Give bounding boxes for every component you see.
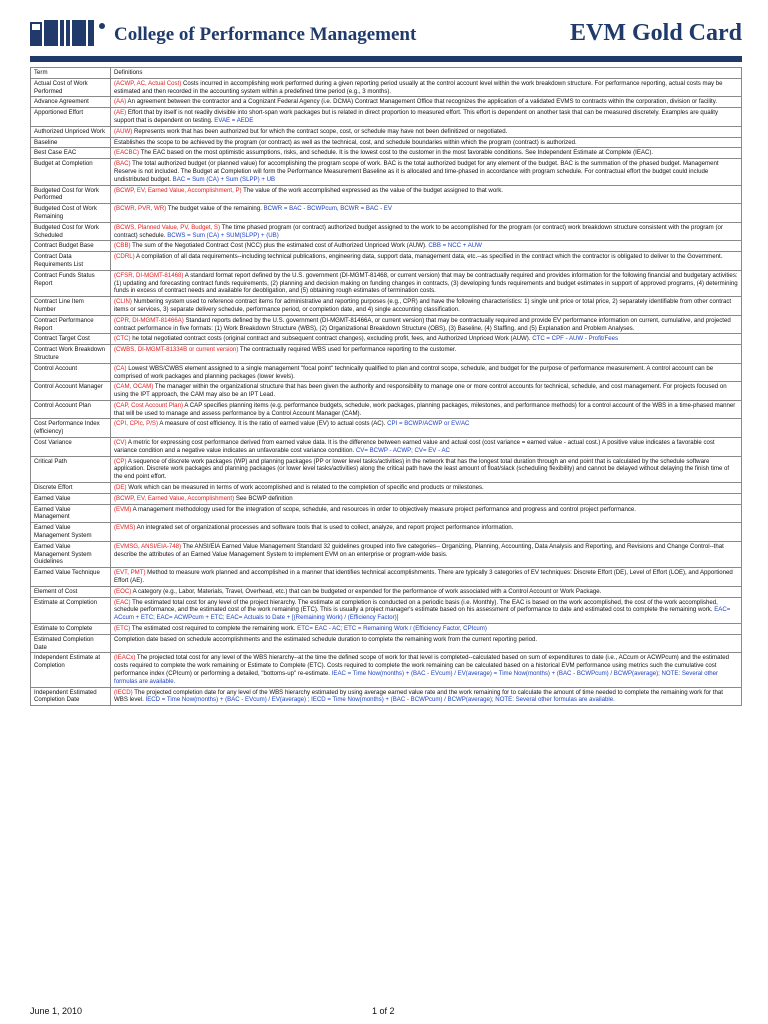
definition-abbreviation: (EVT, PMT) xyxy=(114,569,146,577)
term-cell: Best Case EAC xyxy=(31,148,111,159)
header-rule xyxy=(30,56,742,62)
footer-date: June 1, 2010 xyxy=(30,1006,83,1016)
definition-cell xyxy=(111,241,742,252)
definition-cell xyxy=(111,137,742,148)
definition-abbreviation: (BCWP, EV, Earned Value, Accomplishment) xyxy=(114,494,235,502)
term-cell: Element of Cost xyxy=(31,586,111,597)
definition-cell xyxy=(111,597,742,623)
definition-text: Establishes the scope to be achieved by the program (or contract) as well as the technical, cost, and schedule boundaries within which the program (contract) is authorized. xyxy=(114,138,577,146)
table-row xyxy=(31,345,742,364)
definition-abbreviation: (EOC) xyxy=(114,587,132,595)
table-row xyxy=(31,504,742,523)
definition-abbreviation: (BCWR, PVR, WR) xyxy=(114,205,167,213)
definition-cell xyxy=(111,523,742,542)
definition-cell xyxy=(111,252,742,271)
table-row xyxy=(31,185,742,204)
table-row xyxy=(31,653,742,687)
page-header xyxy=(30,12,742,54)
definition-text: Completion date based on schedule accomplishments and the estimated schedule duration to complete the remaining work from the current reporting period. xyxy=(114,635,538,643)
term-cell: Earned Value Management xyxy=(31,504,111,523)
definition-formula: EVAE = AEDE xyxy=(214,116,254,124)
definition-text: The estimated cost required to complete the remaining work. xyxy=(130,625,298,633)
term-cell: Cost Performance Index (efficiency) xyxy=(31,419,111,438)
definition-abbreviation: (AA) xyxy=(114,98,127,106)
definition-cell xyxy=(111,493,742,504)
term-cell: Budgeted Cost of Work Remaining xyxy=(31,204,111,223)
table-row xyxy=(31,400,742,419)
term-cell: Control Account Manager xyxy=(31,382,111,401)
definition-text: A category (e.g., Labor, Materials, Travel, Overhead, etc.) that can be budgeted or expended for the performance of work associated with a Control Account or Work Package. xyxy=(131,587,602,595)
term-cell: Contract Budget Base xyxy=(31,241,111,252)
table-row xyxy=(31,687,742,706)
table-row xyxy=(31,334,742,345)
definition-text: A management methodology used for the integration of scope, schedule, and resources in order to objectively measure project performance and progress and control project performance. xyxy=(131,505,636,513)
definition-formula: EAC= ACcum + ETC; EAC= ACWPcum + ETC; EAC= Actuals to Date + [(Remaining Work) / (Efficiency Factor)] xyxy=(114,606,731,622)
definition-abbreviation: (AE) xyxy=(114,109,127,117)
table-row xyxy=(31,297,742,316)
definition-text: The total authorized budget (or planned value) for accomplishing the program scope of work. BAC is the total authorized budget for any element of the budget. BAC is the summation of the phased budget. Management Reserve is not included. The Budget at Completion will form the Performance Measurement Baseline as it is allocated and time-phased in accordance with program schedule. For contractual effort the budget could include undistributed budget. xyxy=(114,160,719,183)
definition-cell xyxy=(111,297,742,316)
definition-formula: IEAC = Time Now(months) + (BAC - EVcum) / EV(average) = Time Now(months) + (BAC - BCWPcum) / BCWP(average); NOTE: Several other formulas are available. xyxy=(114,670,719,685)
definition-text: The budget value of the remaining. xyxy=(166,205,264,213)
definition-abbreviation: (AUW) xyxy=(114,127,133,135)
definition-formula: BCWS = Sum (CA) + SUM(SLPP) + (UB) xyxy=(167,231,279,239)
table-row xyxy=(31,222,742,241)
definition-text: The time phased program (or contract) authorized budget assigned to the work to be accomplished for the program (or contract) work breakdown structure consistent with the program (or contract) schedule. xyxy=(114,223,723,239)
definition-abbreviation: (CAP, Cost Account Plan) xyxy=(114,401,183,409)
definition-cell xyxy=(111,148,742,159)
definition-formula: BAC = Sum (CA) + Sum (SLPP) + UB xyxy=(172,175,276,183)
definition-abbreviation: (EVMSG, ANSI/EIA-748) xyxy=(114,542,182,550)
term-cell: Actual Cost of Work Performed xyxy=(31,78,111,97)
definition-cell xyxy=(111,400,742,419)
definition-abbreviation: (ACWP, AC, Actual Cost) xyxy=(114,79,182,87)
definition-abbreviation: (CP) xyxy=(114,457,127,465)
definition-text: A sequence of discrete work packages (WP) and planning packages (PP or lower level tasks/activities) in the network that has the longest total duration through an end point that is calculated by the schedule software application. Discrete work packages and planning packages (or lower level tasks/activities) along the critical path have the least amount of float/slack (scheduling flexibility) and cannot be delayed without delaying the finish time of the end point effort. xyxy=(114,457,730,481)
table-row xyxy=(31,438,742,457)
definition-text: The EAC based on the most optimistic assumptions, risks, and schedule. It is the lowest cost to the customer in the most favorable conditions. See Independent Estimate at Complete (IEAC). xyxy=(139,149,654,157)
table-row xyxy=(31,78,742,97)
definition-abbreviation: (CV) xyxy=(114,439,127,447)
definition-formula: ETC= EAC - AC; ETC = Remaining Work / (Efficiency Factor, CPIcum) xyxy=(297,625,487,633)
org-name: College of Performance Management xyxy=(114,24,417,45)
table-row xyxy=(31,456,742,482)
definition-text: The estimated total cost for any level of the project hierarchy. The estimate at completion is conducted on a periodic basis (i.e. Monthly). The EAC is based on the work accomplished, the cost of the work accomplished, schedule performance, and the estimated cost of the work remaining (ETC). This is usually a project manager's estimate based on his assessment of performance to date and estimated cost to complete the remaining work. xyxy=(114,598,718,614)
definition-text: Numbering system used to reference contract items for administrative and reporting purposes (e.g., CPR) and have the following characteristics: 1) single unit price or total price, 2) separately identifiable from other contract items or services, 3) separate delivery schedule, performance period, or completion date, and 4) single accounting classification. xyxy=(114,298,732,313)
definition-cell xyxy=(111,270,742,296)
term-cell: Apportioned Effort xyxy=(31,108,111,127)
definition-abbreviation: (CFSR, DI-MGMT-81468) xyxy=(114,271,184,279)
definition-cell xyxy=(111,504,742,523)
table-row xyxy=(31,159,742,185)
definition-cell xyxy=(111,687,742,706)
column-header-term: Term xyxy=(31,68,111,79)
term-cell: Contract Line Item Number xyxy=(31,297,111,316)
term-cell: Earned Value Technique xyxy=(31,568,111,587)
card-title: EVM Gold Card xyxy=(569,20,742,46)
definition-cell xyxy=(111,456,742,482)
definition-cell xyxy=(111,363,742,382)
term-cell: Budgeted Cost for Work Scheduled xyxy=(31,222,111,241)
definition-text: See BCWP definition xyxy=(234,494,293,502)
term-cell: Earned Value xyxy=(31,493,111,504)
table-row xyxy=(31,483,742,494)
term-cell: Contract Work Breakdown Structure xyxy=(31,345,111,364)
term-cell: Authorized Unpriced Work xyxy=(31,126,111,137)
definition-abbreviation: (CDRL) xyxy=(114,253,135,261)
definition-abbreviation: (ETC) xyxy=(114,625,131,633)
definition-cell xyxy=(111,634,742,653)
definition-abbreviation: (EVMS) xyxy=(114,524,136,532)
definition-abbreviation: (CAM, OCAM) xyxy=(114,383,154,391)
definition-cell xyxy=(111,382,742,401)
definition-text: The sum of the Negotiated Contract Cost (NCC) plus the estimated cost of Authorized Unpriced Work (AUW). xyxy=(130,242,429,250)
definition-abbreviation: (BAC) xyxy=(114,160,131,168)
pmi-logo-icon xyxy=(30,18,108,48)
definition-abbreviation: (CLIN) xyxy=(114,298,132,306)
column-header-definitions: Definitions xyxy=(111,68,742,79)
definition-abbreviation: (EVM) xyxy=(114,505,132,513)
definition-abbreviation: (BCWS, Planned Value, PV, Budget, S) xyxy=(114,223,221,231)
definition-abbreviation: (CWBS, DI-MGMT-81334B or current version) xyxy=(114,346,239,354)
definition-cell xyxy=(111,204,742,223)
term-cell: Contract Funds Status Report xyxy=(31,270,111,296)
table-row xyxy=(31,241,742,252)
definition-text: A metric for expressing cost performance derived from earned value data. It is the difference between earned value and actual cost (cost variance = earned value - actual cost.) A positive value indicates a favorable cost variance condition and a negative value indicates an unfavorable cost variance condition. xyxy=(114,439,715,454)
definition-abbreviation: (IECD) xyxy=(114,688,133,696)
definition-text: Standard reports defined by the U.S. government (DI-MGMT-81466A, or current version) that may be contractually required and provide EV performance information on current, cumulative, and projected contract performance in five formats: (1) Work Breakdown Structure (WBS), (2) Organizational Breakdown Structure (OBS), (3) Baseline, (4) Staffing, and (5) Explanation and Problem Analyses. xyxy=(114,316,731,332)
definition-cell xyxy=(111,586,742,597)
definition-cell xyxy=(111,419,742,438)
table-row xyxy=(31,270,742,296)
definition-cell xyxy=(111,78,742,97)
table-row xyxy=(31,568,742,587)
table-row xyxy=(31,597,742,623)
definition-abbreviation: (CBB) xyxy=(114,242,131,250)
definition-text: An integrated set of organizational processes and software tools that is used to collect, analyze, and report project performance information. xyxy=(135,524,514,532)
definition-formula: CV= BCWP - ACWP; CV= EV - AC xyxy=(355,446,450,454)
term-cell: Estimated Completion Date xyxy=(31,634,111,653)
table-row xyxy=(31,204,742,223)
definition-cell xyxy=(111,108,742,127)
definition-text: The value of the work accomplished expressed as the value of the budget assigned to that work. xyxy=(241,186,503,194)
table-body xyxy=(31,78,742,705)
definition-text: Costs incurred in accomplishing work performed during a given reporting period usually at the control account level within the work breakdown structure. For performance reporting, actual costs may be estimated and then recorded in the accounting system within a predefined time period (e.g., 3 months). xyxy=(114,79,723,95)
definition-text: A measure of cost efficiency. It is the ratio of earned value (EV) to actual costs (AC). xyxy=(158,420,388,428)
definition-abbreviation: (CA) xyxy=(114,364,127,372)
definition-cell xyxy=(111,483,742,494)
definition-abbreviation: (BCWP, EV, Earned Value, Accomplishment, P) xyxy=(114,186,242,194)
term-cell: Independent Estimated Completion Date xyxy=(31,687,111,706)
term-cell: Contract Target Cost xyxy=(31,334,111,345)
table-row xyxy=(31,419,742,438)
term-cell: Independent Estimate at Completion xyxy=(31,653,111,687)
definition-formula: IECD = Time Now(months) + (BAC - EVcum) / EV(average) ; IECD = Time Now(months) + (BAC - BCWPcum) / BCWP(average); NOTE: Several other formulas are available. xyxy=(145,696,615,704)
table-row xyxy=(31,315,742,334)
table-row xyxy=(31,252,742,271)
table-row xyxy=(31,108,742,127)
table-row xyxy=(31,382,742,401)
definition-cell xyxy=(111,653,742,687)
term-cell: Budgeted Cost for Work Performed xyxy=(31,185,111,204)
definition-text: The ANSI/EIA Earned Value Management Standard 32 guidelines grouped into five categories-- Organizing, Planning, Accounting, Data Analysis and Reporting, and Revisions and Change Control--that describe the attributes of an Earned Value Management System to implement EVM on an enterprise or program-wide basis. xyxy=(114,542,724,558)
definition-text: he total negotiated contract costs (original contract and subsequent contract changes), excluding profit, fees, and Authorized Unpriced Work (AUW). xyxy=(130,335,533,343)
term-cell: Cost Variance xyxy=(31,438,111,457)
definitions-table xyxy=(30,67,742,706)
definition-text: Method to measure work planned and accomplished in a manner that identifies technical accomplishments. There are typically 3 categories of EV techniques: Discrete Effort (DE), Level of Effort (LOE), and Apportioned Effort (AE). xyxy=(114,569,733,585)
term-cell: Budget at Completion xyxy=(31,159,111,185)
term-cell: Discrete Effort xyxy=(31,483,111,494)
definition-formula: CBB = NCC + AUW xyxy=(428,242,482,250)
definition-text: The contractually required WBS used for performance reporting to the customer. xyxy=(238,346,457,354)
term-cell: Control Account Plan xyxy=(31,400,111,419)
term-cell: Advance Agreement xyxy=(31,97,111,108)
table-row xyxy=(31,624,742,635)
definition-cell xyxy=(111,222,742,241)
definition-cell xyxy=(111,159,742,185)
table-row xyxy=(31,97,742,108)
definition-abbreviation: (EACBC) xyxy=(114,149,140,157)
table-row xyxy=(31,126,742,137)
table-header-row xyxy=(31,68,742,79)
definition-cell xyxy=(111,624,742,635)
definition-abbreviation: (IEACx) xyxy=(114,654,136,662)
table-row xyxy=(31,363,742,382)
term-cell: Contract Data Requirements List xyxy=(31,252,111,271)
table-row xyxy=(31,137,742,148)
definition-cell xyxy=(111,315,742,334)
definition-text: An agreement between the contractor and a Cognizant Federal Agency (i.e. DCMA) Contract Management Office that recognizes the application of a validated EVMS to contracts within the corporation, division or facility. xyxy=(126,98,718,106)
definition-cell xyxy=(111,541,742,567)
table-row xyxy=(31,634,742,653)
footer-page-number: 1 of 2 xyxy=(372,1006,395,1016)
term-cell: Contract Performance Report xyxy=(31,315,111,334)
table-row xyxy=(31,541,742,567)
term-cell: Earned Value Management System xyxy=(31,523,111,542)
definition-abbreviation: (CPR, DI-MGMT-81466A) xyxy=(114,316,184,324)
term-cell: Estimate to Complete xyxy=(31,624,111,635)
definition-cell xyxy=(111,126,742,137)
definition-cell xyxy=(111,438,742,457)
definition-cell xyxy=(111,334,742,345)
table-row xyxy=(31,523,742,542)
definition-abbreviation: (DE) xyxy=(114,484,127,492)
definition-text: The projected total cost for any level of the WBS hierarchy--at the time the defined scope of work for that level is completed--calculated based on sum of expenditures to date (i.e., ACcum or ACWPcum) and the estimated costs required to complete the work remaining or Estimate to Complete (ETC). Costs required to complete the work remaining can be calculated based on a historical EVM performance using metrics such the cumulative cost performance index (CPIcum) or performing a detailed, "bottoms-up" re-estimate. xyxy=(114,654,729,677)
term-cell: Control Account xyxy=(31,363,111,382)
definition-formula: BCWR = BAC - BCWPcum, BCWR = BAC - EV xyxy=(263,205,392,213)
definition-formula: CPI = BCWP/ACWP or EV/AC xyxy=(387,420,470,428)
definition-cell xyxy=(111,345,742,364)
definition-text: A compilation of all data requirements--including technical publications, engineering data, support data, management data, etc.--as specified in the contract which the contractor is obligated to deliver to the Government. xyxy=(134,253,723,261)
definition-cell xyxy=(111,185,742,204)
definition-text: Represents work that has been authorized but for which the contract scope, cost, or schedule may have not been definitized or negotiated. xyxy=(132,127,508,135)
definition-text: A CAP specifies planning items (e.g. performance budgets, schedule, work packages, planning packages, milestones, and performance methods) for a control account of the WBS in a time-phased manner that will be used to manage and assess performance by a Control Account Manager (CAM). xyxy=(114,401,736,417)
definition-abbreviation: (CPI, CPIc, P/S) xyxy=(114,420,159,428)
table-row xyxy=(31,586,742,597)
term-cell: Earned Value Management System Guidelines xyxy=(31,541,111,567)
definition-text: Lowest WBS/CWBS element assigned to a single management "focal point" technically qualified to plan and control scope, schedule, and budget for the purpose of performance measurement. A control account can be comprised of work packages and planning packages (lower levels). xyxy=(114,364,714,380)
term-cell: Critical Path xyxy=(31,456,111,482)
definition-cell xyxy=(111,568,742,587)
definition-abbreviation: (CTC) xyxy=(114,335,131,343)
definition-text: Effort that by itself is not readily divisible into short-span work packages but is related in direct proportion to measured effort. This effort is dependent on another task that can be measured discretely. Examples are quality support that is dependent on testing. xyxy=(114,109,719,124)
definition-text: The manager within the organizational structure that has been given the authority and responsibility to manage one or more control accounts for technical, schedule, and cost management. For projects focused on using the IPT approach, the CAM may also be an IPT Lead. xyxy=(114,383,727,399)
term-cell: Estimate at Completion xyxy=(31,597,111,623)
term-cell: Baseline xyxy=(31,137,111,148)
definition-text: Work which can be measured in terms of work accomplished and is related to the completion of specific end products or milestones. xyxy=(126,484,484,492)
definition-cell xyxy=(111,97,742,108)
definition-abbreviation: (EAC) xyxy=(114,598,131,606)
table-row xyxy=(31,148,742,159)
table-row xyxy=(31,493,742,504)
definition-formula: CTC = CPF - AUW - Profit/Fees xyxy=(532,335,619,343)
definition-text: A standard format report defined by the U.S. government (DI-MGMT-81468, or current version) that may be contractually required and provides information for the following financial and budgetary activities: (1) updating and forecasting contract funds requirements, (2) planning and decision making on funding changes in contracts, (3) developing funds requirements and budget estimates in support of approved programs, (4) determining funds in excess of contract needs and available for deobligation, and (5) obtaining rough estimates of termination costs. xyxy=(114,271,738,295)
definition-text: The projected completion date for any level of the WBS hierarchy estimated by using average earned value rate and the work remaining for to calculate the amount of time needed to complete the remaining work for that WBS level. xyxy=(114,688,723,704)
